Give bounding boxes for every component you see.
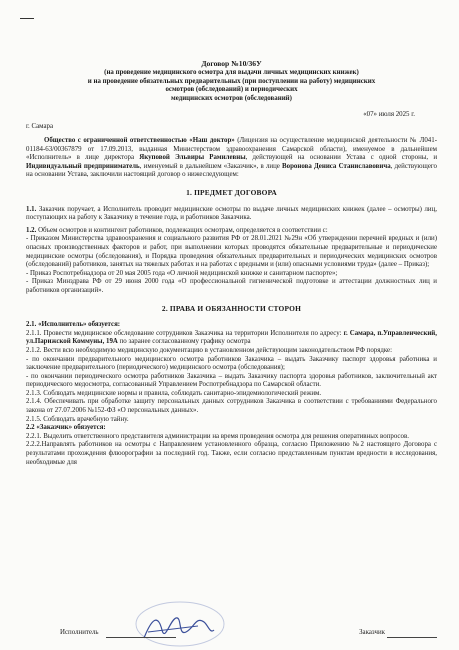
clause-2-1-2: 2.1.2. Вести всю необходимую медицинскую документацию в установленном действующим законодательством РФ порядке: — [26, 346, 393, 354]
clause-text: Объем осмотров и контингент работников, подлежащих осмотрам, определяется в соответствии с: — [36, 226, 328, 234]
section-heading: 1. ПРЕДМЕТ ДОГОВОРА — [186, 188, 277, 197]
clause-2-2-1: 2.2.1. Выделить ответственного представителя администрации на время проведения осмотра для решения оперативных вопросов. — [26, 432, 409, 440]
contract-title: Договор №10/36У — [201, 59, 262, 68]
clause-text: «Исполнитель» обязуется: — [36, 321, 121, 329]
contract-title-block — [26, 60, 437, 103]
customer-label: Заказчик — [359, 629, 385, 636]
executor-signature-line — [106, 637, 176, 638]
clause-1-2-item: - Приказ Минздрава РФ от 29 июня 2000 года «О профессиональной гигиенической подготовке и аттестации должностных лиц и работников организаций». — [26, 278, 437, 294]
contract-city: г. Самара — [26, 123, 54, 131]
customer-signature-line — [387, 637, 437, 638]
contract-subtitle-line: и на проведение обязательных предварительных (при поступлении на работу) медицинских — [87, 77, 376, 85]
contract-subtitle-line: осмотров (обследований) и периодических — [165, 86, 298, 94]
signature-footer — [26, 629, 437, 645]
executor-label: Исполнитель — [60, 629, 99, 636]
contract-subtitle-line: (на проведение медицинского осмотра для выдачи личных медицинских книжек) — [104, 69, 359, 77]
intro-text: (Лицензия на осуществление медицинской деятельности № Л041-01184-63/00367879 от 17.09.2013, выданная Министерством здравоохранения Самарской области), именуемое в дальнейшем «Исполнитель» в лице директора — [26, 137, 437, 162]
clause-text: Заказчик поручает, а Исполнитель проводит медицинские осмотры по выдаче личных медицинских книжек (далее – осмотры) лиц, поступающих на работу к Заказчику в течение года, и работников Заказчика. — [26, 205, 437, 222]
contract-date: «07» июля 2025 г. — [363, 111, 415, 119]
intro-text: , именуемый в дальнейшем «Заказчик», в лице — [139, 162, 283, 170]
clause-1-2-item: - Приказом Министерства здравоохранения и социального развития РФ от 28.01.2021 №29н «Об утверждении перечней вредных и (или) опасных производственных факторов и работ, при выполнении которых проводятся обязательные предварительные и периодические медицинские осмотры (обследования), и Порядка проведения обязательных предварительных и периодических медицинских осмотров (обследований) работников, занятых на тяжелых работах и на работах с вредными и (или) опасными условиями труда» (далее – Приказ); — [26, 235, 437, 269]
intro-director-name: Якуповой Эльвиры Рамилевны — [139, 154, 246, 162]
clause-2-2: 2.2 «Заказчик» обязуется: — [26, 424, 106, 432]
clause-1-2-item: - Приказ Роспотребнадзора от 20 мая 2005 года «О личной медицинской книжке и санитарном паспорте»; — [26, 269, 338, 277]
clause-1-1 — [26, 206, 437, 223]
intro-text: , действующей на основании Устава с одной стороны, и — [245, 154, 438, 162]
clause-2-1-2-item: - по окончании предварительного медицинского осмотра работников Заказчика – выдать Заказчику паспорт здоровья работника и заключение предварительного (периодического) медицинского осмотра (обследования); — [26, 355, 437, 372]
intro-customer-name: Воронова Дениса Станиславовича — [282, 162, 391, 170]
section-heading: 2. ПРАВА И ОБЯЗАННОСТИ СТОРОН — [161, 303, 302, 313]
clause-text: 2.1.1. Провести медицинское обследование сотрудников Заказчика на территории Исполнителя по адресу: — [26, 329, 344, 337]
intro-text: , действующего на основании Устава, заключили настоящий договор о нижеследующем: — [26, 162, 437, 179]
clause-2-1-2-item: - по окончании периодического осмотра работников Заказчика – выдать Заказчику паспорта здоровья работников, заключительный акт периодического медосмотра, согласованный Управлением Роспотребнадзора по Самарской области. — [26, 372, 437, 389]
exam-address: г. Самара, п.Управленческий, ул.Парижской Коммуны, 19А — [26, 329, 438, 346]
clause-2-1-1 — [26, 330, 437, 347]
clause-2-2-2: 2.2.2.Направлять работников на осмотры с Направлением установленного образца, согласно Приложению №2 настоящего Договора с результатами прохождения флюорографии за последний год. Также, если согласно представленным пунктам вредности в исследования, необходимые для — [26, 441, 437, 466]
clause-2-1-4: 2.1.4. Обеспечивать при обработке защиту персональных данных сотрудников Заказчика в соответствии с требованиями Федерального закона от 27.07.2006 №152-ФЗ «О персональных данных». — [26, 398, 437, 415]
clause-number: 2.1. — [26, 321, 37, 329]
intro-customer-type: Индивидуальный предприниматель — [26, 162, 140, 170]
clause-2-1-5: 2.1.5. Соблюдать врачебную тайну. — [26, 415, 129, 423]
clause-1-2 — [26, 227, 437, 236]
clause-number: 1.2. — [26, 226, 37, 234]
clause-2-1 — [26, 321, 437, 330]
contract-subtitle-line: медицинских осмотров (обследований) — [171, 94, 292, 102]
clause-number: 1.1. — [26, 205, 37, 213]
clause-2-1-3: 2.1.3. Соблюдать медицинские нормы и правила, соблюдать санитарно-эпидемиологический режим. — [26, 389, 322, 397]
clause-text: по заранее согласованному графику осмотра — [117, 338, 251, 346]
intro-executor-org: Общество с ограниченной ответственностью «Наш доктор» — [44, 137, 235, 145]
corner-mark — [20, 18, 34, 19]
intro-paragraph — [26, 137, 437, 180]
date-row — [26, 109, 437, 121]
